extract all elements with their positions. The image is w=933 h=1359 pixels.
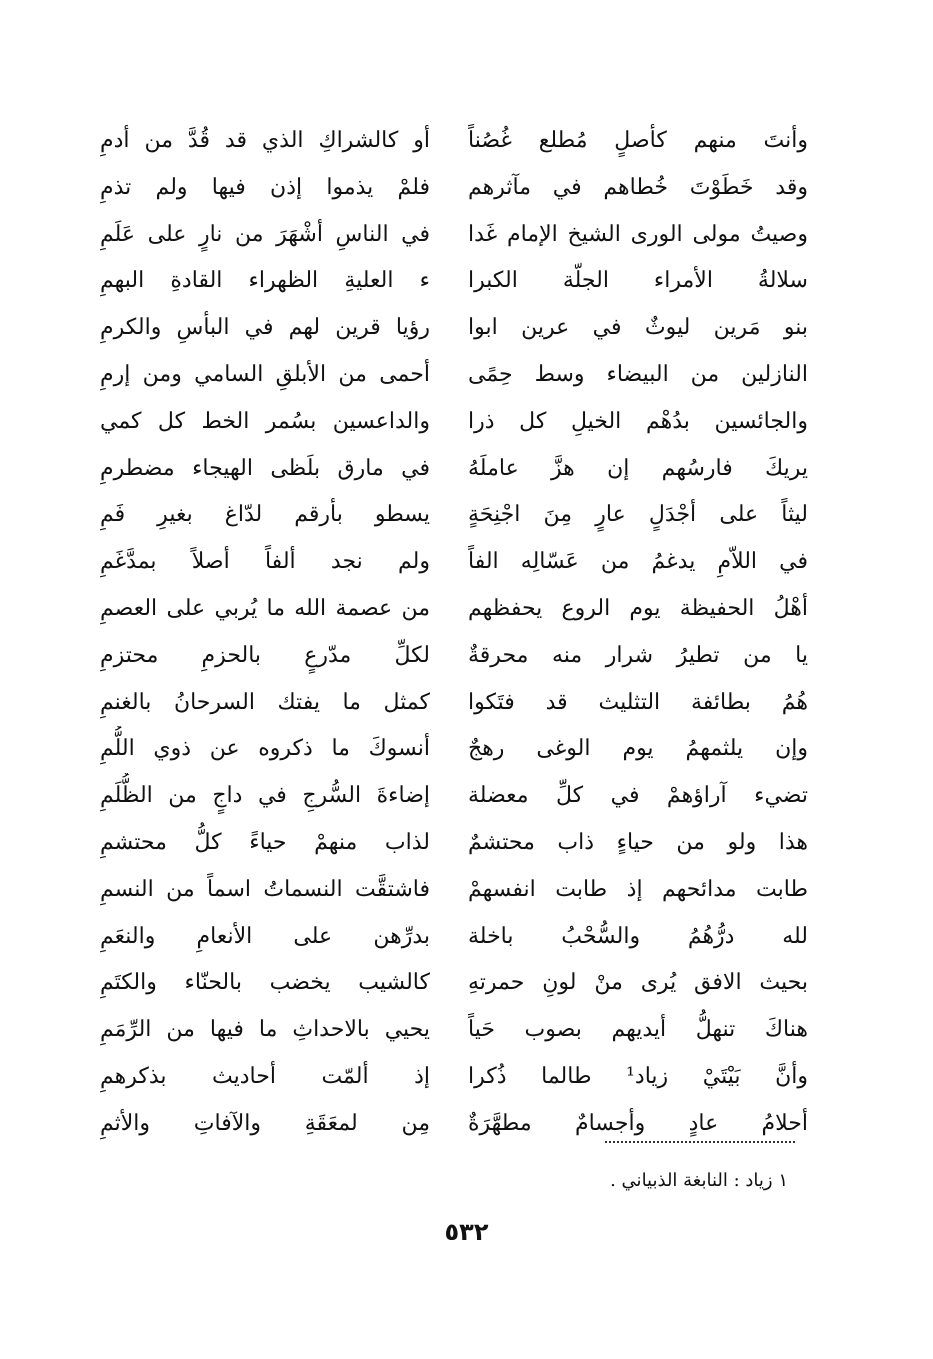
verse-line-right: أهْلُ الحفيظة يوم الروع يحفظهم <box>468 595 808 621</box>
verse-line-left: كمثل ما يفتك السرحانُ بالغنمِ <box>100 689 430 715</box>
verse-line-right: سلالةُ الأمراء الجلّة الكبرا <box>468 268 808 294</box>
verse-line-left: والداعسين بسُمر الخط كل كمي <box>100 408 430 434</box>
verse-line-right: هُمُ بطائفة التثليث قد فتَكوا <box>468 689 808 715</box>
verse-line-left: بدرِّهن على الأنعامِ والنعَمِ <box>100 923 430 949</box>
verse-line-left: لكلِّ مدّرعٍ بالحزمِ محتزمِ <box>100 642 430 668</box>
verse-line-right: طابت مدائحهم إذ طابت انفسهمْ <box>468 876 808 902</box>
verse-line-left: فلمْ يذموا إذن فيها ولم تذمِ <box>100 174 430 200</box>
verse-line-left: يسطو بأرقم لدّاغ بغيرِ فَمِ <box>100 502 430 528</box>
poem-column-right <box>468 118 808 1148</box>
verse-line-left: رؤيا قرين لهم في البأسِ والكرمِ <box>100 315 430 341</box>
verse-line-right: وأنتَ منهم كأصلٍ مُطلع غُصُناً <box>468 128 808 153</box>
verse-line-left: يحيي بالاحداثِ ما فيها من الرِّمَمِ <box>100 1017 430 1043</box>
verse-line-right: وأنَّ بَيْتَيْ زياد¹ طالما ذُكرا <box>468 1063 808 1089</box>
verse-line-left: ولم نجد ألفاً أصلاً بمدَّغَمِ <box>100 549 430 575</box>
verse-line-right: هذا ولو من حياءٍ ذاب محتشمٌ <box>468 829 808 855</box>
verse-line-left: إضاءةَ السُّرجِ في داجٍ من الظُّلَمِ <box>100 783 430 809</box>
footnote: ١ زياد : النابغة الذبياني . <box>610 1170 788 1191</box>
verse-line-right: النازلين من البيضاء وسط حِمًى <box>468 361 808 387</box>
verse-line-right: يا من تطيرُ شرار منه محرقةٌ <box>468 642 808 668</box>
verse-line-left: كالشيب يخضب بالحنّاء والكتَمِ <box>100 970 430 996</box>
verse-line-left: في الناسِ أشْهَرَ من نارٍ على عَلَمِ <box>100 221 430 247</box>
verse-line-left: مِن لمعَقَةِ والآفاتِ والأثمِ <box>100 1110 430 1136</box>
verse-line-right: بنو مَرين ليوثٌ في عرين ابوا <box>468 315 808 341</box>
verse-line-right: لله درُّهُمُ والسُّحْبُ باخلة <box>468 923 808 949</box>
verse-line-right: وإن يلثمهمُ يوم الوغى رهجٌ <box>468 736 808 762</box>
verse-line-right: هناكَ تنهلُّ أيديهم بصوب حَياً <box>468 1017 808 1043</box>
verse-line-left: في مارق بلَظى الهيجاء مضطرمِ <box>100 455 430 481</box>
page-number: ٥٣٢ <box>444 1218 489 1246</box>
poem-column-left <box>100 118 430 1148</box>
verse-line-right: يريكَ فارسُهم إن هزَّ عاملَهُ <box>468 455 808 481</box>
verse-line-right: تضيء آراؤهمْ في كلِّ معضلة <box>468 783 808 809</box>
verse-line-right: وصيتُ مولى الورى الشيخ الإمام غَدا <box>468 221 808 247</box>
verse-line-left: ء العليةِ الظهراء القادةِ البهمِ <box>100 268 430 294</box>
verse-line-left: لذاب منهمْ حياءً كلُّ محتشمِ <box>100 829 430 855</box>
verse-line-left: أو كالشراكِ الذي قد قُدَّ من أدمِ <box>100 128 430 153</box>
verse-line-left: فاشتقَّت النسماتُ اسماً من النسمِ <box>100 876 430 902</box>
verse-line-left: أنسوكَ ما ذكروه عن ذوي اللُّمِ <box>100 736 430 762</box>
verse-line-right: ليثاً على أجْدَلٍ عارٍ مِنَ اجْنِحَةٍ <box>468 502 808 528</box>
verse-line-right: وقد خَطَوْتَ خُطاهم في مآثرهم <box>468 174 808 200</box>
verse-line-right: أحلامُ عادٍ وأجسامٌ مطهَّرَةٌ <box>468 1110 808 1136</box>
verse-line-right: في اللاّمِ يدغمُ من عَسّالِه الفاً <box>468 549 808 575</box>
verse-line-right: والجائسين بدُهْم الخيلِ كل ذرا <box>468 408 808 434</box>
footnote-separator <box>605 1141 795 1143</box>
verse-line-left: من عصمة الله ما يُربي على العصمِ <box>100 595 430 621</box>
verse-line-left: إذ ألمّت أحاديث بذكرهمِ <box>100 1063 430 1089</box>
verse-line-left: أحمى من الأبلقِ السامي ومن إرمِ <box>100 361 430 387</box>
verse-line-right: بحيث الافق يُرى منْ لونِ حمرتهِ <box>468 970 808 996</box>
